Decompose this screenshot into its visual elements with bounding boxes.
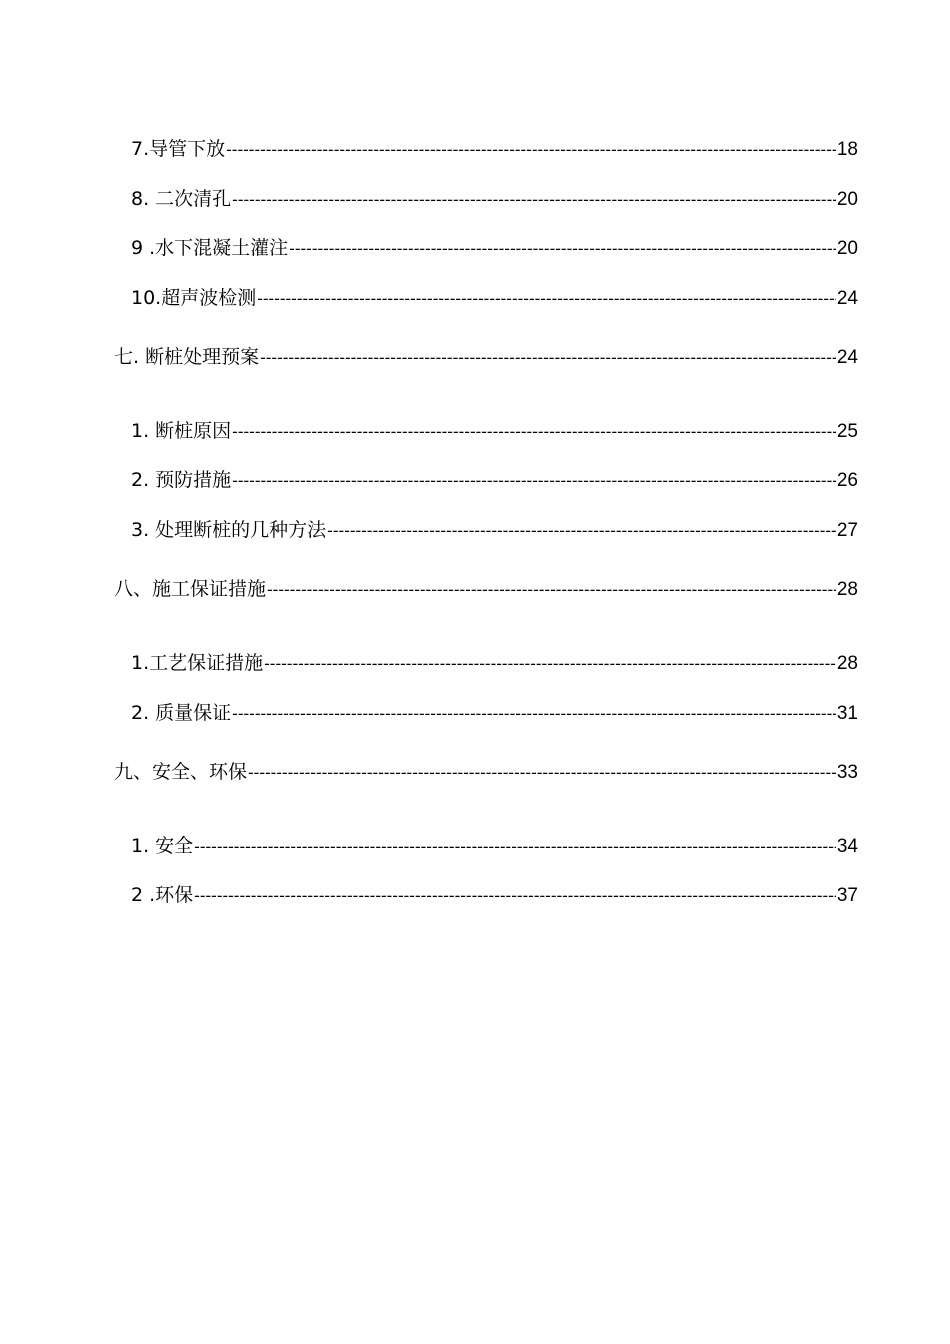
toc-entry-title: 七. 断桩处理预案 bbox=[114, 346, 260, 368]
toc-entry[interactable] bbox=[131, 417, 858, 445]
toc-page-number: 24 bbox=[836, 347, 858, 368]
toc-entry-title: 9 .水下混凝土灌注 bbox=[131, 237, 289, 259]
toc-entry[interactable] bbox=[131, 234, 858, 262]
toc-dot-leader bbox=[327, 517, 836, 545]
toc-page-number: 33 bbox=[836, 762, 858, 783]
toc-entry-title: 1. 断桩原因 bbox=[131, 420, 232, 442]
toc-entry[interactable] bbox=[131, 284, 858, 312]
toc-page-number: 28 bbox=[836, 579, 858, 600]
toc-entry-title: 1. 安全 bbox=[131, 835, 194, 857]
toc-entry[interactable] bbox=[131, 135, 858, 163]
toc-dot-leader bbox=[260, 344, 836, 372]
toc-entry[interactable] bbox=[131, 466, 858, 494]
toc-page-number: 24 bbox=[836, 288, 858, 309]
toc-entry-title: 7.导管下放 bbox=[131, 138, 226, 160]
toc-dot-leader bbox=[232, 186, 836, 214]
toc-dot-leader bbox=[257, 285, 836, 313]
toc-dot-leader bbox=[226, 136, 836, 164]
toc-chapter-entry[interactable] bbox=[114, 758, 858, 786]
toc-dot-leader bbox=[194, 833, 836, 861]
toc-page-number: 20 bbox=[836, 189, 858, 210]
toc-entry-title: 九、安全、环保 bbox=[114, 761, 248, 783]
toc-page-number: 37 bbox=[836, 885, 858, 906]
toc-entry[interactable] bbox=[131, 699, 858, 727]
toc-entry[interactable] bbox=[131, 649, 858, 677]
toc-chapter-entry[interactable] bbox=[114, 343, 858, 371]
toc-page-number: 27 bbox=[836, 520, 858, 541]
toc-page-number: 28 bbox=[836, 653, 858, 674]
toc-chapter-entry[interactable] bbox=[114, 575, 858, 603]
toc-entry-title: 八、施工保证措施 bbox=[114, 578, 267, 600]
toc-entry[interactable] bbox=[131, 832, 858, 860]
toc-entry-title: 10.超声波检测 bbox=[131, 287, 257, 309]
toc-entry-title: 1.工艺保证措施 bbox=[131, 652, 264, 674]
toc-entry-title: 8. 二次清孔 bbox=[131, 188, 232, 210]
toc-entry[interactable] bbox=[131, 881, 858, 909]
toc-dot-leader bbox=[289, 235, 836, 263]
toc-page-number: 25 bbox=[836, 421, 858, 442]
toc-dot-leader bbox=[232, 700, 836, 728]
toc-entry[interactable] bbox=[131, 516, 858, 544]
toc-dot-leader bbox=[248, 759, 836, 787]
toc-page-number: 18 bbox=[836, 139, 858, 160]
toc-page-number: 26 bbox=[836, 470, 858, 491]
toc-entry-title: 3. 处理断桩的几种方法 bbox=[131, 519, 327, 541]
toc-entry-title: 2. 预防措施 bbox=[131, 469, 232, 491]
toc-dot-leader bbox=[267, 576, 836, 604]
toc-dot-leader bbox=[232, 467, 836, 495]
toc-page-number: 34 bbox=[836, 836, 858, 857]
toc-dot-leader bbox=[232, 418, 836, 446]
toc-dot-leader bbox=[264, 650, 836, 678]
toc-page-number: 31 bbox=[836, 703, 858, 724]
toc-entry-title: 2 .环保 bbox=[131, 884, 194, 906]
toc-dot-leader bbox=[194, 882, 836, 910]
toc-page-number: 20 bbox=[836, 238, 858, 259]
toc-entry[interactable] bbox=[131, 185, 858, 213]
toc-entry-title: 2. 质量保证 bbox=[131, 702, 232, 724]
